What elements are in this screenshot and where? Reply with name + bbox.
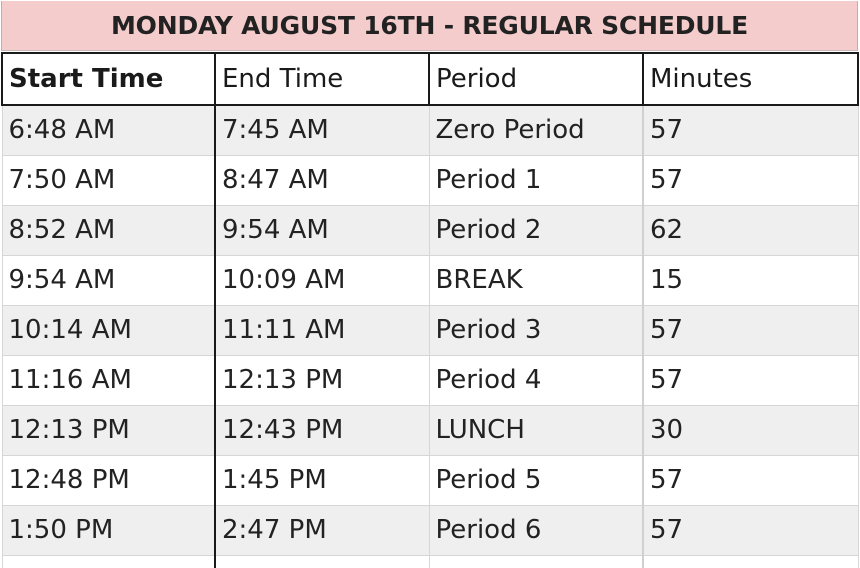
cell-period: BREAK	[429, 255, 643, 305]
cell-start-time: 10:14 AM	[2, 305, 215, 355]
cell-end-time	[215, 555, 429, 568]
table-row	[2, 105, 858, 155]
cell-end-time: 1:45 PM	[215, 455, 429, 505]
cell-minutes: 57	[643, 105, 858, 155]
cell-minutes: 15	[643, 255, 858, 305]
cell-minutes: 62	[643, 205, 858, 255]
cell-minutes: 57	[643, 355, 858, 405]
cell-period: Period 3	[429, 305, 643, 355]
cell-period: Period 6	[429, 505, 643, 555]
cell-start-time	[2, 555, 215, 568]
cell-start-time: 12:48 PM	[2, 455, 215, 505]
cell-end-time: 9:54 AM	[215, 205, 429, 255]
header-row	[2, 53, 858, 105]
cell-end-time: 12:43 PM	[215, 405, 429, 455]
cell-minutes: 57	[643, 455, 858, 505]
cell-period: Period 4	[429, 355, 643, 405]
column-header-period: Period	[429, 53, 643, 105]
table-row	[2, 305, 858, 355]
cell-minutes: 57	[643, 155, 858, 205]
table-row	[2, 355, 858, 405]
cell-period: Period 1	[429, 155, 643, 205]
column-header-end-time: End Time	[215, 53, 429, 105]
cell-end-time: 11:11 AM	[215, 305, 429, 355]
table-row	[2, 405, 858, 455]
cell-start-time: 1:50 PM	[2, 505, 215, 555]
schedule-title: MONDAY AUGUST 16TH - REGULAR SCHEDULE	[111, 11, 748, 40]
cell-end-time: 8:47 AM	[215, 155, 429, 205]
column-header-start-time: Start Time	[2, 53, 215, 105]
cell-minutes	[643, 555, 858, 568]
cell-period: Period 5	[429, 455, 643, 505]
schedule-body	[2, 105, 858, 568]
schedule-table	[1, 52, 859, 568]
cell-end-time: 7:45 AM	[215, 105, 429, 155]
cell-start-time: 12:13 PM	[2, 405, 215, 455]
table-row	[2, 255, 858, 305]
cell-end-time: 10:09 AM	[215, 255, 429, 305]
column-header-minutes: Minutes	[643, 53, 858, 105]
table-row	[2, 455, 858, 505]
table-row	[2, 505, 858, 555]
table-row	[2, 205, 858, 255]
table-row	[2, 155, 858, 205]
cell-minutes: 57	[643, 305, 858, 355]
cell-start-time: 11:16 AM	[2, 355, 215, 405]
cell-start-time: 6:48 AM	[2, 105, 215, 155]
cell-period: LUNCH	[429, 405, 643, 455]
cell-end-time: 12:13 PM	[215, 355, 429, 405]
cell-minutes: 30	[643, 405, 858, 455]
cell-start-time: 8:52 AM	[2, 205, 215, 255]
cell-end-time: 2:47 PM	[215, 505, 429, 555]
cell-minutes: 57	[643, 505, 858, 555]
cell-start-time: 7:50 AM	[2, 155, 215, 205]
cell-period: Period 2	[429, 205, 643, 255]
cell-period: Zero Period	[429, 105, 643, 155]
table-row	[2, 555, 858, 568]
schedule-title-bar	[1, 1, 858, 51]
cell-start-time: 9:54 AM	[2, 255, 215, 305]
cell-period	[429, 555, 643, 568]
